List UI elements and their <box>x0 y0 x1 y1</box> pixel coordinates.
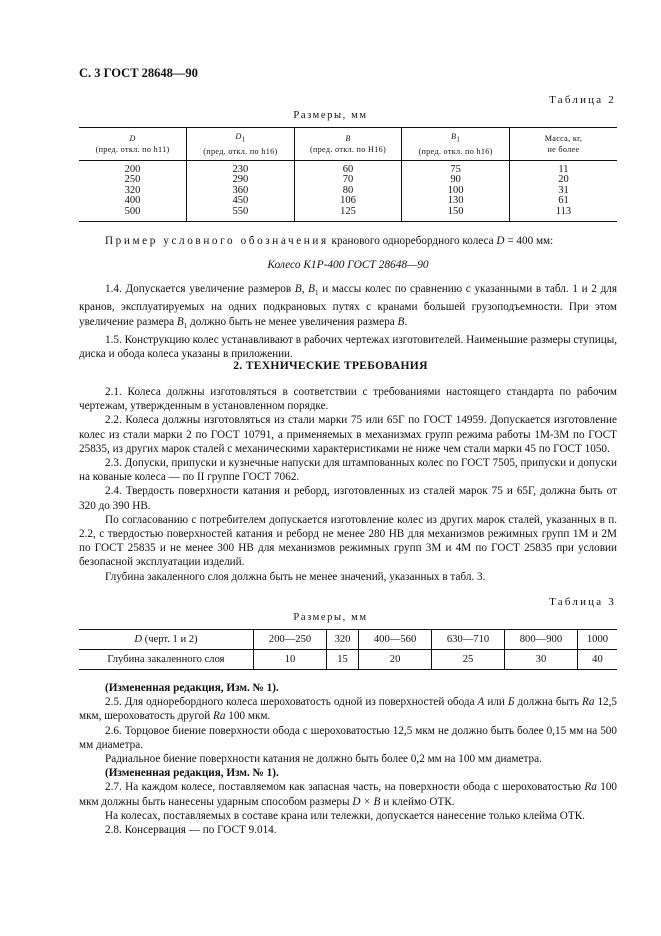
paragraph-2-6b: Радиальное биение поверхности катания не должно быть более 0,2 мм на 100 мм диаметра. <box>105 753 542 766</box>
table2-subcaption: Размеры, мм <box>293 110 368 121</box>
table-row: Глубина закаленного слоя 10 15 20 25 30 40 <box>79 650 617 670</box>
section2-body-continued <box>79 681 617 837</box>
table3-label-depth: Глубина закаленного слоя <box>79 650 254 670</box>
section2-body <box>79 385 617 584</box>
section-title: 2. ТЕХНИЧЕСКИЕ ТРЕБОВАНИЯ <box>233 359 428 372</box>
example-line: Пример условного обозначения кранового одноребордного колеса D = 400 мм: <box>105 235 554 247</box>
table2 <box>79 127 617 222</box>
paragraph-2-8: 2.8. Консервация — по ГОСТ 9.014. <box>105 824 277 837</box>
table3-caption: Таблица 3 <box>549 596 616 608</box>
paragraph-2-5: 2.5. Для одноребордного колеса шероховатость одной из поверхностей обода А или Б должна быть Ra 12,5 мкм, шероховатость другой Ra 100 мкм. <box>79 696 618 723</box>
table2-col-b1: $B_1$ (пред. откл. по h16) <box>402 128 510 161</box>
paragraph-2-6: 2.6. Торцовое биение поверхности обода с шероховатостью 12,5 мкм не должно быть более 0,15 мм на 500 мм диаметра. <box>79 724 617 751</box>
table2-col-mass: Масса, кг, не более <box>509 128 617 161</box>
table3-subcaption: Размеры, мм <box>293 612 368 623</box>
paragraph-2-7: 2.7. На каждом колесе, поставляемом как запасная часть, на поверхности обода с шероховатостью Ra 100 мкм должны быть нанесены ударным способом размеры D × B и клеймо ОТК. <box>79 781 618 808</box>
table2-caption: Таблица 2 <box>549 94 616 106</box>
table3 <box>79 629 617 670</box>
paragraph-2-3: 2.3. Допуски, припуски и кузнечные напуски для штампованных колес по ГОСТ 7505, припуски и допуски на кованые колеса — по II группе ГОСТ 7062. <box>79 457 617 484</box>
table-row: 200 230 60 75 11 <box>79 160 617 175</box>
example-designation: Колесо К1Р-400 ГОСТ 28648—90 <box>267 259 429 271</box>
amendment-note: (Измененная редакция, Изм. № 1). <box>105 682 279 694</box>
table2-col-d: D (пред. откл. по h11) <box>79 128 187 161</box>
paragraph-1-4: 1.4. Допускается увеличение размеров B, $B_1$ и массы колес по сравнению с указанными в табл. 1 и 2 для кранов, эксплуатируемых на одних подкрановых путях с кранами большей грузоподъемности. При этом увеличение размера $B_1$ должно быть не менее увеличения размера B. 1.5. Конструкцию колес устанавливают в рабочих чертежах изготовителей. Наименьшие размеры ступицы, диска и обода колеса указаны в приложении. <box>79 283 618 361</box>
paragraph-2-7b: На колесах, поставляемых в составе крана или тележки, допускается нанесение только клейма ОТК. <box>105 809 585 822</box>
table2-header-row <box>79 128 617 161</box>
page-header: С. 3 ГОСТ 28648—90 <box>79 66 198 80</box>
table-row: 500 550 125 150 113 <box>79 207 617 221</box>
paragraph-1-5: 1.5. Конструкцию колес устанавливают в рабочих чертежах изготовителей. Наименьшие размеры ступицы, диска и обода колеса указаны в приложении. <box>79 334 618 361</box>
amendment-note: (Измененная редакция, Изм. № 1). <box>105 767 279 780</box>
table3-label-d: D (черт. 1 и 2) <box>79 630 254 650</box>
table-row: D (черт. 1 и 2) 200—250 320 400—560 630—710 800—900 1000 <box>79 630 617 650</box>
table2-col-b: B (пред. откл. по H16) <box>294 128 402 161</box>
paragraph-2-2: 2.2. Колеса должны изготовляться из стали марки 75 или 65Г по ГОСТ 14959. Допускается изготовление колес из стали марки 2 по ГОСТ 10791, а применяемых в механизмах групп режима работы 1М-3М по ГОСТ 25835, из других марок сталей с механическими характеристиками не ниже чем стали марки 45 по ГОСТ 1050. <box>79 414 617 455</box>
table2-col-d1: $D_1$ (пред. откл. по h16) <box>187 128 295 161</box>
paragraph-2-4b: По согласованию с потребителем допускается изготовление колес из других марок сталей, указанных в п. 2.2, с твердостью поверхностей катания и реборд не менее 280 НВ для механизмов режимных групп 1М и 2М по ГОСТ 25835 и не менее 300 НВ для механизмов режимных групп 3М и 4М по ГОСТ 25835 при условии безопасной эксплуатации изделий. <box>79 513 617 569</box>
paragraph-2-1: 2.1. Колеса должны изготовляться в соответствии с требованиями настоящего стандарта по рабочим чертежам, утвержденным в установленном порядке. <box>79 386 617 413</box>
table-row: 400 450 106 130 61 <box>79 196 617 207</box>
paragraph-2-4c: Глубина закаленного слоя должна быть не менее значений, указанных в табл. 3. <box>105 570 486 583</box>
table-row: 320 360 80 100 31 <box>79 186 617 197</box>
paragraph-2-4: 2.4. Твердость поверхности катания и реборд, изготовленных из сталей марок 75 и 65Г, должна быть от 320 до 390 НВ. <box>79 485 617 512</box>
table-row: 250 290 70 90 20 <box>79 175 617 186</box>
